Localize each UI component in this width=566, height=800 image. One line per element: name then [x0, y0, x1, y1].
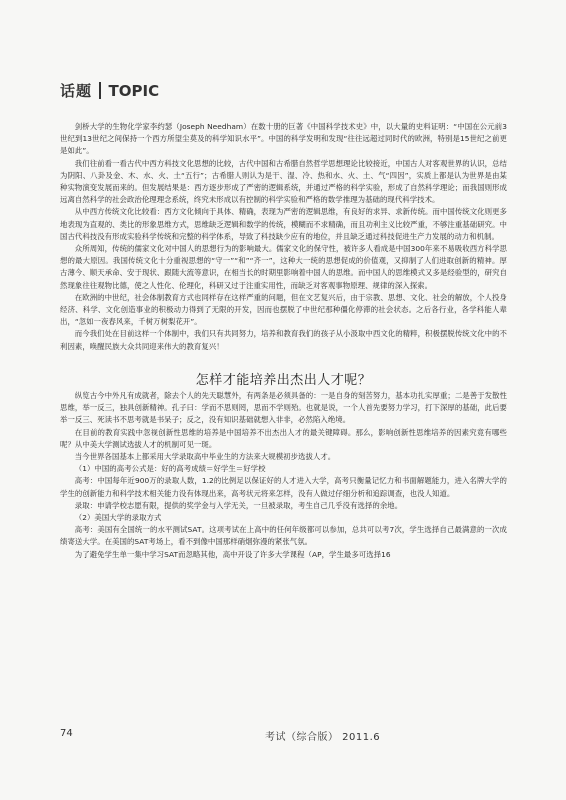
paragraph: 在目前的教育实践中忽视创新性思维的培养是中国培养不出杰出人才的最关键障碍。那么，影响创新性思维培养的因素究竟有哪些呢？从中美大学测试选拔人才的机制可见一斑。 [60, 427, 507, 449]
paragraph: （1）中国的高考公式是：好的高考成绩＝好学生＝好学校 [74, 464, 266, 474]
journal-title: 考试（综合版） 2011.6 [265, 732, 381, 743]
paragraph: 当今世界各国基本上都采用大学录取高中毕业生的方法来大规模初步选拔人才。 [74, 452, 336, 462]
paragraph: 我们往前看一看古代中西方科技文化思想的比较，古代中国和古希腊自然哲学思想理论比较接近，中国古人对客观世界的认识，总结为阴阳、八卦及金、木、水、火、土“五行”；古希腊人则认为是干、湿、冷、热和水、火、土、气“四因”，实质上都是认为世界是由某种实物演变发展而来的。但发展结果是：西方逐步形成了严密的逻辑系统，并通过严格的科学实验，形成了自然科学理论；而我国则形成远离自然科学的社会政治伦理理念系统，终究未形成以有控制的科学实验和严格的数学推理为基础的现代科学技术。 [60, 158, 507, 205]
paragraph: 纵览古今中外凡有成就者，除去个人的先天聪慧外，有两条是必须具备的：一是自身的刻苦努力，基本功扎实厚重；二是善于发散性思维，举一反三，独具创新精神。孔子曰：学而不思则罔，思而不学则殆。也就是说，一个人首先要努力学习，打下深厚的基础，此后要举一反三、死读书不思考就是书呆子；反之，没有知识基础就想入非非，必然陷入绝境。 [60, 391, 507, 425]
article-body-part2 [60, 390, 507, 561]
section-header [60, 80, 159, 101]
paragraph: 高考：美国有全国统一的水平测试SAT。这项考试在上高中的任何年级都可以参加，总共可以考7次，学生选择自己最满意的一次成绩寄送大学。在美国的SAT考场上，看不到像中国那样硝烟弥漫的紧张气氛。 [60, 525, 507, 547]
paragraph: 在欧洲的中世纪，社会体制教育方式也同样存在这样严重的问题，但在文艺复兴后，由于宗教、思想、文化、社会的解放，个人投身经济、科学、文化创造事业的积极动力得到了无限的开发，因而也摆脱了中世纪那种僵化停滞的社会状态。之后各行业，各学科能人辈出，“忽如一夜春风来，千树万树梨花开”。 [60, 292, 507, 327]
header-divider [99, 82, 101, 99]
page-number: 74 [60, 728, 73, 739]
paragraph: 剑桥大学的生物化学家李约瑟（Joseph Needham）在数十册的巨著《中国科学技术史》中，以大量的史料证明：“中国在公元前3世纪到13世纪之间保持一个西方所望尘莫及的科学知识水平”。中国的科学发明和发现“往往远超过同时代的欧洲，特别是15世纪之前更是如此”。 [60, 122, 507, 156]
paragraph: 从中西方传统文化比较看：西方文化倾向于具体、精确，表现为严密的逻辑思维，有良好的求异、求新传统。而中国传统文化则更多地表现为直观的、类比的形象思维方式，思维缺乏逻辑和数学的传统，模糊而不求精确，而且功利主义比较严重，不够注重基础研究。中国古代科技没有形成实验科学传统和完整的科学体系，导致了科技缺少应有的地位，并且缺乏通过科技促进生产力发展的动力和机制。 [60, 207, 507, 241]
paragraph: （2）美国大学的录取方式 [74, 513, 162, 523]
section-label-cn: 话题 [60, 82, 93, 100]
paragraph: 而今我们处在目前这样一个体制中，我们只有共同努力，培养和教育我们的孩子从小汲取中西文化的精粹，积极摆脱传统文化中的不利因素，唤醒民族大众共同迎来伟大的教育复兴！ [60, 329, 507, 351]
paragraph: 录取：申请学校志愿有限，提供的奖学金与入学无关，一旦被录取，考生自己几乎没有选择的余地。 [74, 500, 403, 510]
section-label-en: TOPIC [108, 81, 160, 100]
section-subtitle: 怎样才能培养出杰出人才呢？ [195, 373, 372, 388]
paragraph: 高考：中国每年近900万的录取人数，1.2的比例足以保证好的人才进入大学，高考只衡量记忆力和书面解题能力，进入名牌大学的学生的创新能力和科学技术相关能力没有体现出来，高考状元将来怎样，没有人做过仔细分析和追踪调查，也没人知道。 [60, 476, 507, 498]
paragraph: 为了避免学生单一集中学习SAT而忽略其他，高中开设了许多大学课程（AP，学生最多可选择16 [74, 549, 391, 559]
paragraph: 众所周知，传统的儒家文化对中国人的思想行为的影响最大。儒家文化的保守性，被许多人看成是中国300年来不易吸收西方科学思想的最大原因。我国传统文化十分重视思想的“守一”“和”“齐一”，这种大一统的思想促成的价值观，又抑制了人们进取创新的精神。厚古薄今、顺天承命、安于现状、跟随大流等意识，在相当长的时期里影响着中国人的思维。而中国人的思维模式又多是经验型的，研究自然现象往往观物比德，使之人性化、伦理化，科研又过于注重实用性，而缺乏对客观事物原理、规律的深入探索。 [60, 244, 507, 290]
article-body-part1 [60, 121, 507, 353]
